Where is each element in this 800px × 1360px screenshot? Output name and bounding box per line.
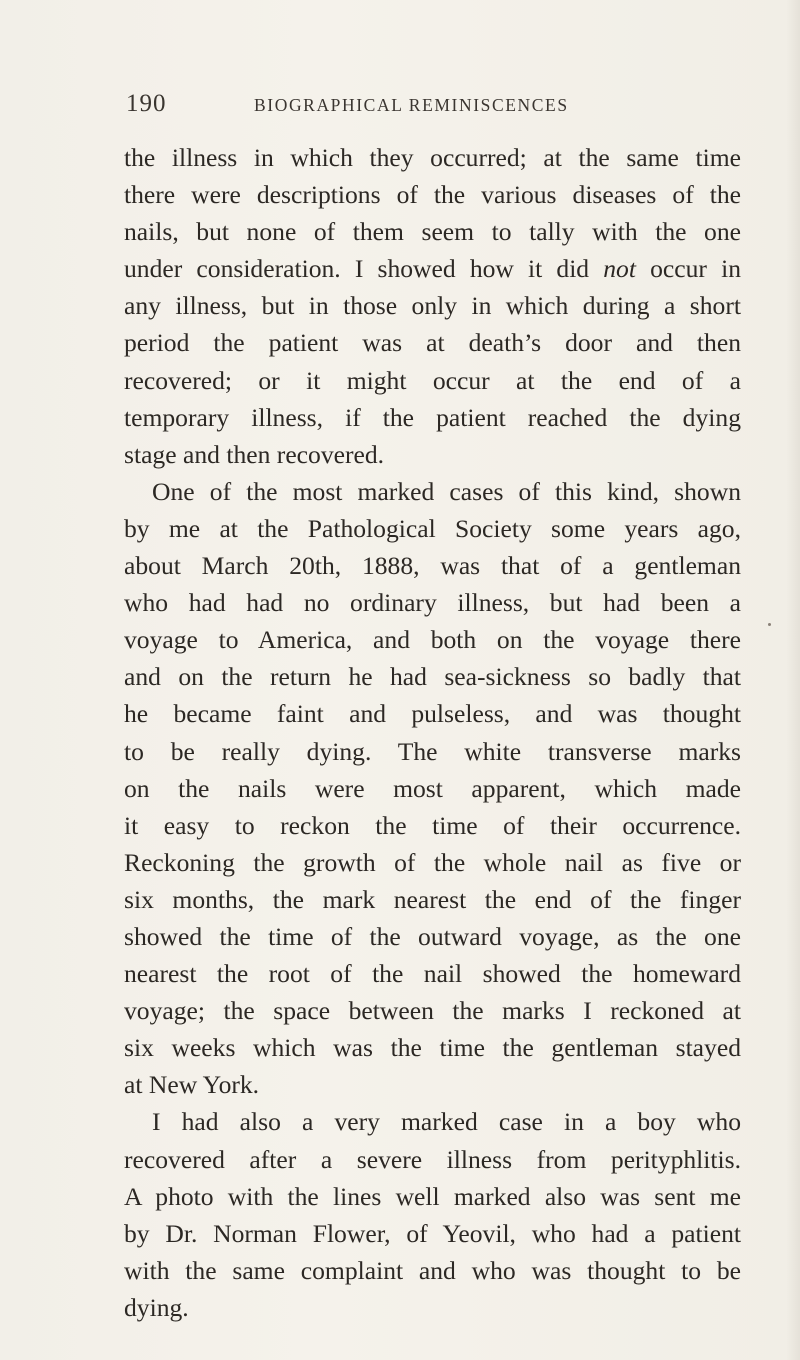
text-line: Reckoning the growth of the whole nail as five or bbox=[124, 847, 741, 877]
text-line: I had also a very marked case in a boy who bbox=[152, 1107, 741, 1137]
text-line: it easy to reckon the time of their occurrence. bbox=[124, 810, 741, 840]
text-line: to be really dying. The white transverse marks bbox=[124, 736, 741, 766]
text-line: and on the return he had sea-sickness so badly that bbox=[124, 662, 741, 692]
text-line: there were descriptions of the various diseases of the bbox=[124, 180, 741, 210]
text-line: under consideration. I showed how it did not occur in bbox=[124, 254, 741, 284]
text-line: at New York. bbox=[124, 1070, 260, 1100]
text-line: voyage; the space between the marks I reckoned at bbox=[124, 996, 741, 1026]
text-line: he became faint and pulseless, and was thought bbox=[124, 699, 741, 729]
text-line: recovered; or it might occur at the end of a bbox=[124, 365, 741, 395]
body-text bbox=[124, 139, 741, 1326]
text-line: about March 20th, 1888, was that of a gentleman bbox=[124, 551, 741, 581]
text-line: on the nails were most apparent, which made bbox=[124, 773, 741, 803]
text-line: six weeks which was the time the gentleman stayed bbox=[124, 1033, 741, 1063]
text-line: nails, but none of them seem to tally with the one bbox=[124, 217, 741, 247]
text-line: who had had no ordinary illness, but had been a bbox=[124, 588, 741, 618]
running-head-title: BIOGRAPHICAL REMINISCENCES bbox=[254, 95, 569, 115]
text-line: six months, the mark nearest the end of the finger bbox=[124, 884, 741, 914]
text-line: recovered after a severe illness from perityphlitis. bbox=[124, 1144, 741, 1174]
text-line: dying. bbox=[124, 1292, 189, 1322]
running-head bbox=[126, 90, 726, 120]
text-line: temporary illness, if the patient reached the dying bbox=[124, 402, 741, 432]
text-line: the illness in which they occurred; at the same time bbox=[124, 143, 741, 172]
text-line: voyage to America, and both on the voyage there bbox=[124, 625, 741, 655]
margin-speck bbox=[768, 623, 771, 626]
text-line: stage and then recovered. bbox=[124, 439, 385, 469]
text-line: any illness, but in those only in which during a short bbox=[124, 291, 741, 321]
text-line: period the patient was at death’s door and then bbox=[124, 328, 741, 358]
page-number: 190 bbox=[126, 90, 167, 117]
text-line: by Dr. Norman Flower, of Yeovil, who had a patient bbox=[124, 1218, 741, 1248]
text-line: showed the time of the outward voyage, as the one bbox=[124, 921, 741, 951]
emphasis-word: not bbox=[603, 254, 636, 284]
page-edge-shadow bbox=[786, 0, 800, 1360]
text-line: One of the most marked cases of this kind, shown bbox=[152, 476, 741, 506]
text-line: A photo with the lines well marked also was sent me bbox=[124, 1181, 741, 1211]
text-line: with the same complaint and who was thought to be bbox=[124, 1255, 741, 1285]
text-line: by me at the Pathological Society some years ago, bbox=[124, 513, 741, 543]
text-line: nearest the root of the nail showed the homeward bbox=[124, 959, 741, 989]
